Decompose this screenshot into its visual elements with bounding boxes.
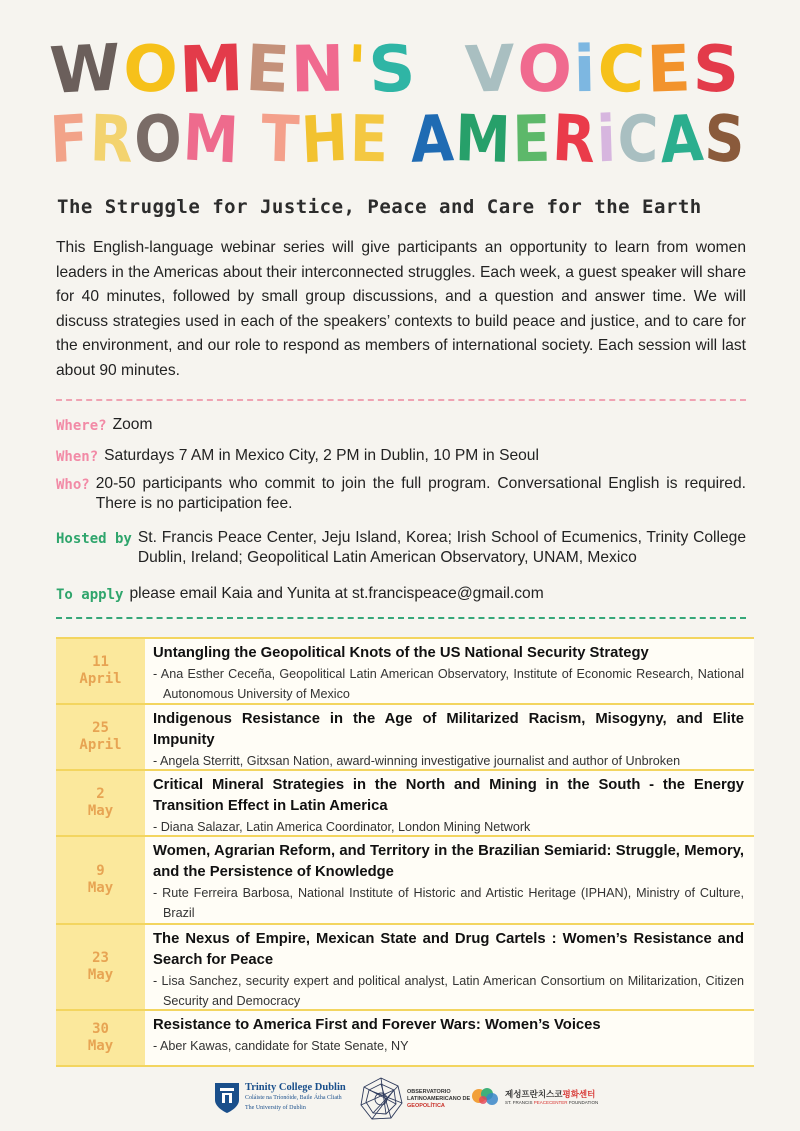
- hosted-label: Hosted by: [56, 531, 132, 547]
- title-letter: C: [595, 31, 649, 109]
- session-row: [56, 769, 754, 835]
- title-letter: E: [511, 102, 553, 178]
- session-day: 11: [92, 654, 109, 670]
- title-letter: M: [181, 101, 243, 179]
- session-title: Critical Mineral Strategies in the North and Mining in the South - the Energy Transition Effect in Latin America: [153, 777, 744, 814]
- session-details: [145, 639, 754, 703]
- session-speaker: - Rute Ferreira Barbosa, National Institute of Historic and Artistic Heritage (IPHAN), Ministry of Culture, Brazil: [153, 886, 744, 920]
- title-letter: S: [703, 102, 748, 178]
- title-letter: M: [178, 31, 247, 109]
- info-apply: [56, 584, 746, 605]
- title-letter: [240, 108, 262, 172]
- session-month: April: [79, 737, 122, 753]
- who-label: Who?: [56, 477, 90, 493]
- title-letter: E: [243, 31, 294, 109]
- session-day: 25: [92, 720, 109, 736]
- when-label: When?: [56, 449, 99, 465]
- who-text: 20-50 participants who commit to join the full program. Conversational English is required. There is no participation fee.: [95, 475, 746, 512]
- sf-korean-a: 제성프란치스코: [505, 1088, 563, 1099]
- title-letter: E: [348, 102, 390, 178]
- title-line-2: [48, 101, 748, 179]
- session-row: [56, 923, 754, 1009]
- session-month: May: [87, 880, 114, 896]
- title-letter: O: [121, 32, 181, 108]
- info-who: [56, 474, 746, 514]
- st-francis-logo: [471, 1086, 598, 1106]
- title-letter: M: [454, 101, 514, 179]
- sf-english-a: ST. FRANCIS: [505, 1099, 533, 1105]
- title-letter: S: [366, 31, 419, 109]
- title-letter: ': [345, 32, 370, 108]
- session-month: April: [79, 671, 122, 687]
- session-date: [56, 639, 145, 703]
- title-letter: i: [573, 32, 599, 108]
- title-letter: [439, 37, 467, 102]
- obs-line-3: GEOPOLÍTICA: [407, 1102, 445, 1109]
- session-speaker: - Angela Sterritt, Gitxsan Nation, award-winning investigative journalist and author of Unbroken: [153, 754, 681, 768]
- obs-line-1: OBSERVATORIO: [407, 1088, 451, 1095]
- title-letter: W: [48, 31, 125, 109]
- title-letter: A: [409, 102, 457, 178]
- session-date: [56, 771, 145, 835]
- title-letter: A: [658, 101, 707, 179]
- session-date: [56, 925, 145, 1009]
- trinity-college-logo: [214, 1082, 346, 1114]
- where-text: Zoom: [112, 416, 153, 433]
- session-month: May: [87, 1038, 114, 1054]
- tcd-irish: Coláiste na Tríonóide, Baile Átha Cliath: [245, 1095, 342, 1101]
- session-title: Women, Agrarian Reform, and Territory in the Brazilian Semiarid: Struggle, Memory, and the Persistence of Knowledge: [153, 843, 744, 880]
- session-day: 30: [92, 1021, 109, 1037]
- subtitle: The Struggle for Justice, Peace and Care for the Earth: [57, 196, 702, 218]
- intro-paragraph: This English-language webinar series will give participants an opportunity to learn from women leaders in the Americas about their interconnected struggles. Each week, a guest speaker will share for 40 minutes, followed by small group discussions, and a question and answer time. We will discuss strategies used in each of the speakers’ contexts to build peace and justice, and to care for the environment, and our role to respond as members of international society. Each session will last about 90 minutes.: [56, 239, 746, 379]
- title-letter: C: [616, 102, 661, 178]
- session-speaker: - Lisa Sanchez, security expert and political analyst, Latin American Consortium on Militarization, Citizen Security and Democracy: [153, 974, 744, 1008]
- trinity-shield-icon: [214, 1082, 240, 1114]
- session-title: The Nexus of Empire, Mexican State and Drug Cartels : Women’s Resistance and Search for Peace: [153, 931, 744, 968]
- session-row: [56, 1009, 754, 1067]
- schedule-table: [56, 637, 754, 1067]
- session-row: [56, 703, 754, 769]
- session-details: [145, 771, 754, 835]
- session-title: Untangling the Geopolitical Knots of the US National Security Strategy: [153, 645, 649, 661]
- title-letter: N: [290, 32, 348, 108]
- tcd-name: Trinity College Dublin: [245, 1082, 346, 1093]
- geopolitical-network-icon: [358, 1076, 404, 1122]
- session-day: 2: [96, 786, 105, 802]
- session-title: Resistance to America First and Forever Wars: Women’s Voices: [153, 1017, 601, 1033]
- info-hosted: [56, 528, 746, 568]
- session-details: [145, 837, 754, 923]
- session-details: [145, 705, 754, 769]
- tcd-university: The University of Dublin: [245, 1105, 306, 1111]
- session-date: [56, 1011, 145, 1065]
- session-date: [56, 837, 145, 923]
- session-row: [56, 835, 754, 923]
- session-day: 9: [96, 863, 105, 879]
- st-francis-emblem-icon: [471, 1086, 499, 1106]
- title-letter: [388, 107, 412, 172]
- session-month: May: [87, 803, 114, 819]
- title-letter: V: [464, 32, 519, 108]
- info-when: [56, 446, 746, 467]
- obs-line-2: LATINOAMERICANO DE: [407, 1095, 471, 1102]
- sf-korean-b: 평화센터: [562, 1088, 596, 1099]
- session-speaker: - Aber Kawas, candidate for State Senate, NY: [153, 1039, 409, 1053]
- sf-english-c: FOUNDATION: [568, 1099, 599, 1105]
- divider-green: [56, 617, 746, 619]
- session-day: 23: [92, 950, 109, 966]
- session-speaker: - Diana Salazar, Latin America Coordinator, London Mining Network: [153, 820, 531, 834]
- session-date: [56, 705, 145, 769]
- sf-english-b: PEACECENTER: [533, 1099, 568, 1105]
- title-letter: R: [88, 102, 136, 178]
- apply-label: To apply: [56, 587, 124, 603]
- session-details: [145, 1011, 754, 1065]
- title-letter: i: [595, 102, 619, 178]
- partner-logos: [0, 1074, 800, 1124]
- title-letter: S: [691, 32, 742, 108]
- apply-text[interactable]: please email Kaia and Yunita at st.francispeace@gmail.com: [129, 585, 544, 602]
- title-letter: [416, 38, 441, 102]
- title-letter: O: [515, 32, 575, 108]
- title-letter: O: [133, 102, 185, 178]
- session-title: Indigenous Resistance in the Age of Militarized Racism, Misogyny, and Elite Impunity: [153, 711, 744, 748]
- title-letter: E: [645, 32, 694, 108]
- title-letter: T: [260, 102, 303, 178]
- session-month: May: [87, 967, 114, 983]
- info-where: [56, 415, 746, 436]
- title-letter: F: [48, 101, 92, 179]
- title-letter: R: [550, 101, 599, 179]
- divider-pink: [56, 399, 746, 401]
- when-text: Saturdays 7 AM in Mexico City, 2 PM in Dublin, 10 PM in Seoul: [104, 447, 539, 464]
- where-label: Where?: [56, 418, 107, 434]
- session-row: [56, 637, 754, 703]
- title-line-1: [48, 31, 742, 109]
- observatorio-logo: [358, 1076, 470, 1122]
- session-details: [145, 925, 754, 1009]
- hosted-text: St. Francis Peace Center, Jeju Island, Korea; Irish School of Ecumenics, Trinity College Dublin, Ireland; Geopolitical Latin American Observatory, UNAM, Mexico: [137, 529, 746, 566]
- session-speaker: - Ana Esther Ceceña, Geopolitical Latin American Observatory, Institute of Economic Research, National Autonomous University of Mexico: [153, 667, 744, 701]
- title-letter: H: [299, 101, 352, 179]
